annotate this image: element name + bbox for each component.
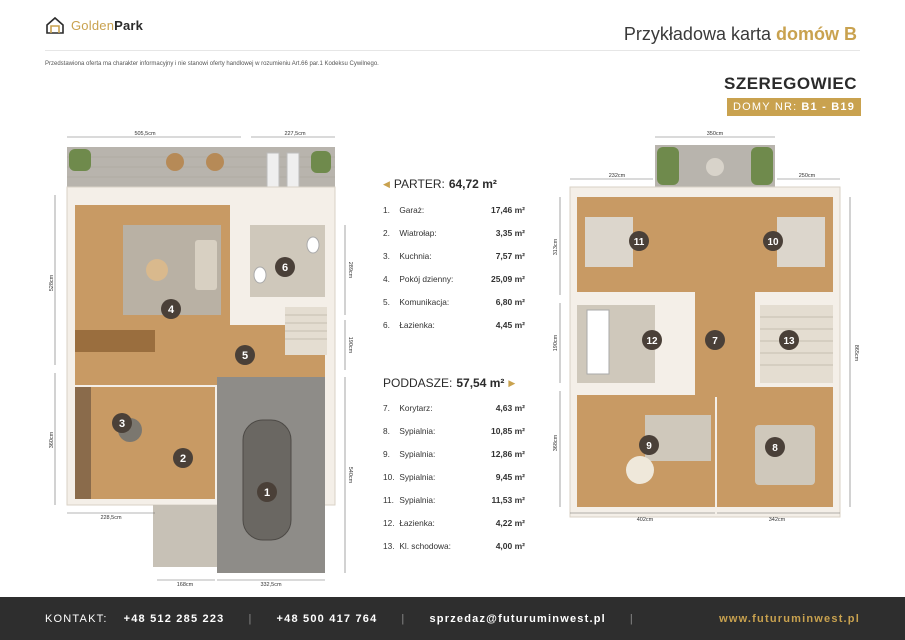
parter-label: PARTER: [393,177,445,191]
bed-icon [777,217,825,267]
poddasze-label: PODDASZE: [383,376,453,390]
dim-bottom-small: 168cm [176,582,194,588]
house-number-value: B1 - B19 [801,101,856,113]
plant-icon [69,149,91,171]
room-marker-7-label: 7 [712,336,718,347]
sheet-title-prefix: Przykładowa karta [623,24,771,44]
plant-icon [311,151,331,173]
contact-footer [0,597,905,640]
dim-right-lower: 540cm [347,466,353,484]
room-marker-1-label: 1 [263,487,271,499]
bathtub-icon [587,310,609,374]
bed-icon [585,217,633,267]
dim-right-middle: 190cm [347,336,353,354]
poddasze-heading [383,376,515,390]
footer-separator: | [248,612,253,625]
room-marker-8-label: 8 [772,443,778,454]
room-row: 9. Sypialnia: 12,86 m² [383,448,525,459]
chair-icon [206,153,224,171]
dim-bottom-left: 228,5cm [100,515,122,521]
room-row: 11. Sypialnia: 11,53 m² [383,494,525,505]
chair-icon [166,153,184,171]
dim-bottom-right: 332,5cm [260,582,282,588]
room-row: 6. Łazienka: 4,45 m² [383,319,525,330]
room-row: 2. Wiatrołap: 3,35 m² [383,227,525,238]
brand-logo [45,15,143,35]
room-row: 13. Kl. schodowa: 4,00 m² [383,540,525,551]
room-marker-5-label: 5 [241,350,249,362]
email-link[interactable]: sprzedaz@futuruminwest.pl [429,612,606,625]
house-logo-icon [45,15,65,35]
lounger-icon [287,153,299,187]
dim-left-lower: 368cm [553,434,559,452]
room-row: 10. Sypialnia: 9,45 m² [383,471,525,482]
upper-floor-plan-drawing [545,125,860,525]
footer-separator: | [629,612,634,625]
lounger-icon [267,153,279,187]
dim-top-left: 232cm [608,173,626,179]
house-number-label: DOMY NR: [732,101,798,113]
plant-icon [657,147,679,185]
room-row: 8. Sypialnia: 10,85 m² [383,425,525,436]
room-marker-3-label: 3 [118,418,126,430]
dim-top: 350cm [706,131,724,137]
room-marker-11-label: 11 [633,237,645,248]
website-link[interactable]: www.futuruminwest.pl [719,612,860,625]
room-row: 1. Garaż: 17,46 m² [383,204,525,215]
house-type: SZEREGOWIEC [723,74,857,93]
dim-left-middle: 190cm [553,334,559,352]
dim-top-right: 250cm [798,173,816,179]
room-marker-2-label: 2 [179,453,187,465]
disclaimer: Przedstawiona oferta ma charakter informacyjny i nie stanowi oferty handlowej w rozumieniu Art.66 par.1 Kodeksu Cywilnego. [45,61,379,67]
room-marker-9-label: 9 [646,441,652,452]
toilet-icon [254,267,266,283]
poddasze-area: 57,54 m² [456,376,505,390]
dim-left-lower: 360cm [49,431,55,449]
parter-room-list [383,198,525,336]
phone-link-1[interactable]: +48 512 285 223 [123,612,225,625]
room-marker-13-label: 13 [783,336,795,347]
room-row: 7. Korytarz: 4,63 m² [383,402,525,413]
parter-area: 64,72 m² [448,177,497,191]
contact-label: KONTAKT: [45,612,108,625]
room-marker-10-label: 10 [767,237,779,248]
upper-floor-plan [545,125,860,525]
dim-left-upper: 313cm [553,238,559,256]
plant-icon [751,147,773,185]
dim-right: 865cm [853,344,859,362]
dim-bottom-right: 342cm [768,517,786,523]
house-number-badge [727,98,861,116]
dim-top-left: 505,5cm [134,131,156,137]
arrow-left-icon: ◀ [383,178,390,189]
dim-top-right: 227,5cm [284,131,306,137]
room-row: 4. Pokój dzienny: 25,09 m² [383,273,525,284]
room-marker-12-label: 12 [646,336,658,347]
arrow-right-icon: ▶ [508,377,516,388]
sheet-title [624,24,857,45]
ground-floor-plan-drawing [45,125,360,590]
footer-separator: | [401,612,406,625]
dim-right-upper: 289cm [347,261,353,279]
toilet-icon [307,237,319,253]
room-row: 5. Komunikacja: 6,80 m² [383,296,525,307]
dim-left-upper: 528cm [49,274,55,292]
header-divider [45,50,860,51]
ground-floor-plan [45,125,360,590]
room-marker-4-label: 4 [167,304,175,316]
brand-name: GoldenPark [71,17,144,33]
sheet-title-accent: domów B [776,24,857,44]
car-icon [243,420,291,540]
phone-link-2[interactable]: +48 500 417 764 [276,612,378,625]
room-row: 12. Łazienka: 4,22 m² [383,517,525,528]
parter-heading [383,177,497,191]
poddasze-room-list [383,396,525,557]
dim-bottom-left: 402cm [636,517,654,523]
room-row: 3. Kuchnia: 7,57 m² [383,250,525,261]
room-marker-6-label: 6 [281,262,289,274]
